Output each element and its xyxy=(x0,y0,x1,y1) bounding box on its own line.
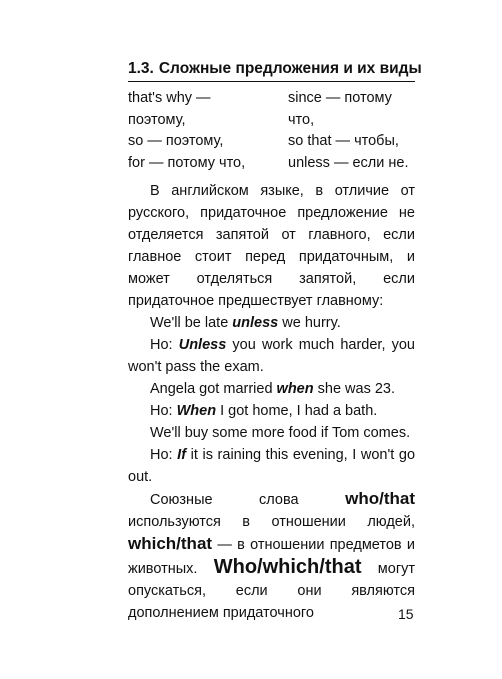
example-text: Но: xyxy=(150,337,179,353)
example-text: you work much harder, you won't pass the exam. xyxy=(128,337,415,375)
example-text: we hurry. xyxy=(278,315,341,331)
keyword: unless xyxy=(232,315,279,331)
section-header xyxy=(128,60,422,82)
conjunction-line: since — потому xyxy=(288,90,392,106)
example-sentence xyxy=(128,400,415,422)
example-text: it is raining this evening, I won't go out. xyxy=(128,447,416,485)
relative-word: which/that xyxy=(128,534,213,553)
paragraph-text: могут опускаться, если они являются дополнением придаточного xyxy=(128,561,415,621)
example-text: Angela got married xyxy=(150,381,277,397)
paragraph-intro: В английском языке, в отличие от русского, придаточное предложение не отделяется запятой от главного, если главное стоит перед придаточным, и может отделяться запятой, если придаточное предшествует главному: xyxy=(128,183,415,309)
example-text: Но: xyxy=(150,403,177,419)
example-sentence xyxy=(128,312,415,334)
example-text: she was 23. xyxy=(313,381,396,397)
page-number: 15 xyxy=(398,606,414,622)
keyword: when xyxy=(276,381,314,397)
example-text: I got home, I had a bath. xyxy=(216,403,378,419)
keyword: Unless xyxy=(178,337,227,353)
keyword: When xyxy=(176,403,217,419)
paragraph-text: — в отношении предметов и животных. xyxy=(128,537,415,577)
conjunction-line: unless — если не. xyxy=(288,154,409,171)
paragraph-text: Союзные слова xyxy=(150,492,346,508)
section-title: Сложные предложения и их виды xyxy=(158,60,422,77)
conjunction-line: что, xyxy=(288,111,315,128)
conjunction-line: for — потому что, xyxy=(128,154,246,171)
example-sentence xyxy=(128,334,415,378)
example-sentence: We'll buy some more food if Tom comes. xyxy=(150,425,411,441)
relative-word: Who/which/that xyxy=(213,556,362,578)
conjunction-line: that's why — xyxy=(128,90,211,106)
section-number: 1.3. xyxy=(128,60,154,77)
example-sentence xyxy=(128,444,415,488)
paragraph-text: используются в отношении людей, xyxy=(128,514,415,530)
example-text: We'll be late xyxy=(150,315,233,331)
conjunction-column-left xyxy=(128,88,278,174)
example-text: Но: xyxy=(150,447,178,463)
example-sentence xyxy=(128,378,415,400)
conjunction-line: поэтому, xyxy=(128,111,186,128)
body-text xyxy=(128,180,415,624)
conjunction-line: so that — чтобы, xyxy=(288,133,399,149)
relative-word: who/that xyxy=(345,489,415,508)
keyword: If xyxy=(177,447,187,463)
paragraph-relative-words xyxy=(128,488,415,624)
conjunction-column-right xyxy=(288,88,428,174)
conjunction-line: so — поэтому, xyxy=(128,133,224,149)
